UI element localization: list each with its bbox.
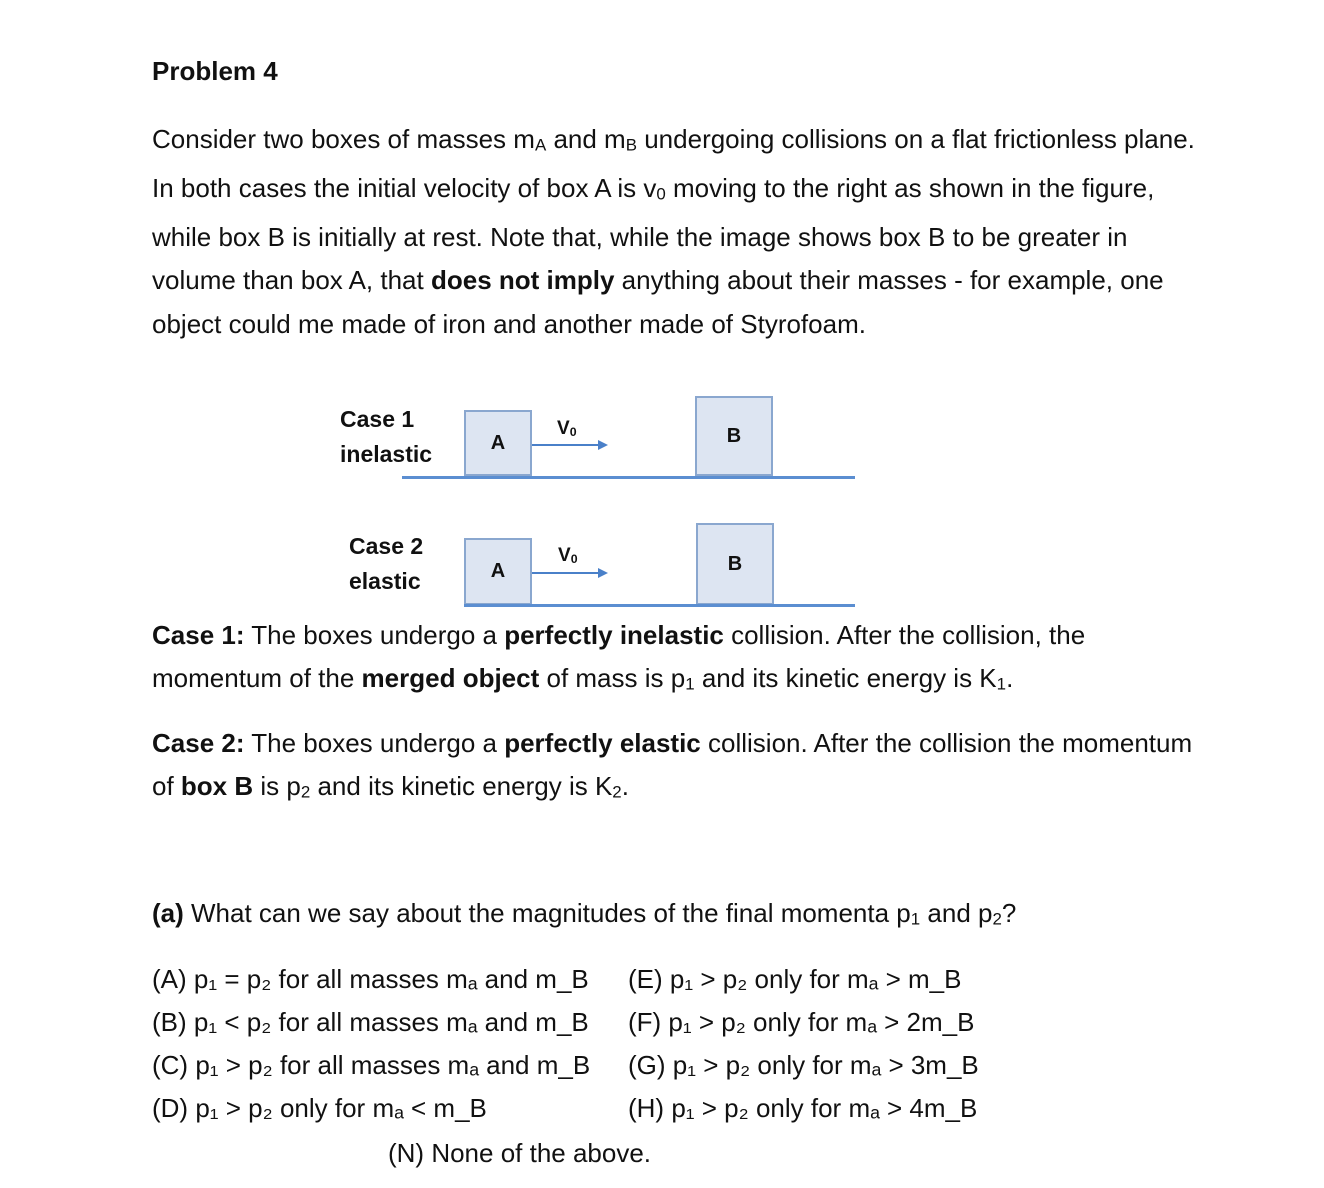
arrow-head-case1 [598,440,608,450]
velocity-arrow-case2 [532,572,598,574]
box-b-case2: B [696,523,774,605]
case2-description: Case 2: The boxes undergo a perfectly elastic collision. After the collision the momentum of box B is $p_2$ and its kinetic energy is $K_2$. [152,728,1193,802]
velocity-label-case1: $V_0$ [557,418,577,439]
velocity-label-case2: $V_0$ [558,545,578,566]
box-b-case1: B [695,396,773,476]
option-f[interactable]: (F) p₁ > p₂ only for mₐ > 2m_B [628,1007,975,1037]
box-a-case1: A [464,410,532,476]
arrow-head-case2 [598,568,608,578]
ground-line-case1 [402,476,855,479]
option-d[interactable]: (D) p₁ > p₂ only for mₐ < m_B [152,1093,487,1123]
case2-label: Case 2 elastic [349,533,424,594]
intro-paragraph: Consider two boxes of masses $m_A$ and $m_B$ undergoing collisions on a flat frictionless plane. In both cases the initial velocity of box A is $v_0$ moving to the right as shown in the figure, while box B is initially at rest. Note that, while the image shows box B to be greater in volume than box A, that does not imply anything about their masses - for example, one object could me made of iron and another made of Styrofoam. [152,124,1195,339]
option-b[interactable]: (B) p₁ < p₂ for all masses mₐ and m_B [152,1007,589,1037]
case1-description: Case 1: The boxes undergo a perfectly inelastic collision. After the collision, the momentum of the merged object of mass is $p_1$ and its kinetic energy is $K_1$. [152,620,1086,694]
case1-label: Case 1 inelastic [340,406,433,467]
option-c[interactable]: (C) p₁ > p₂ for all masses mₐ and m_B [152,1050,591,1080]
problem-title: Problem 4 [152,56,278,86]
ground-line-case2 [464,604,855,607]
option-a[interactable]: (A) p₁ = p₂ for all masses mₐ and m_B [152,964,589,994]
option-n[interactable]: (N) None of the above. [388,1138,652,1168]
velocity-arrow-case1 [532,444,598,446]
option-g[interactable]: (G) p₁ > p₂ only for mₐ > 3m_B [628,1050,979,1080]
question-a: (a) What can we say about the magnitudes of the final momenta $p_1$ and $p_2$? [152,898,1017,929]
box-a-case2: A [464,538,532,605]
option-h[interactable]: (H) p₁ > p₂ only for mₐ > 4m_B [628,1093,978,1123]
option-e[interactable]: (E) p₁ > p₂ only for mₐ > m_B [628,964,962,994]
